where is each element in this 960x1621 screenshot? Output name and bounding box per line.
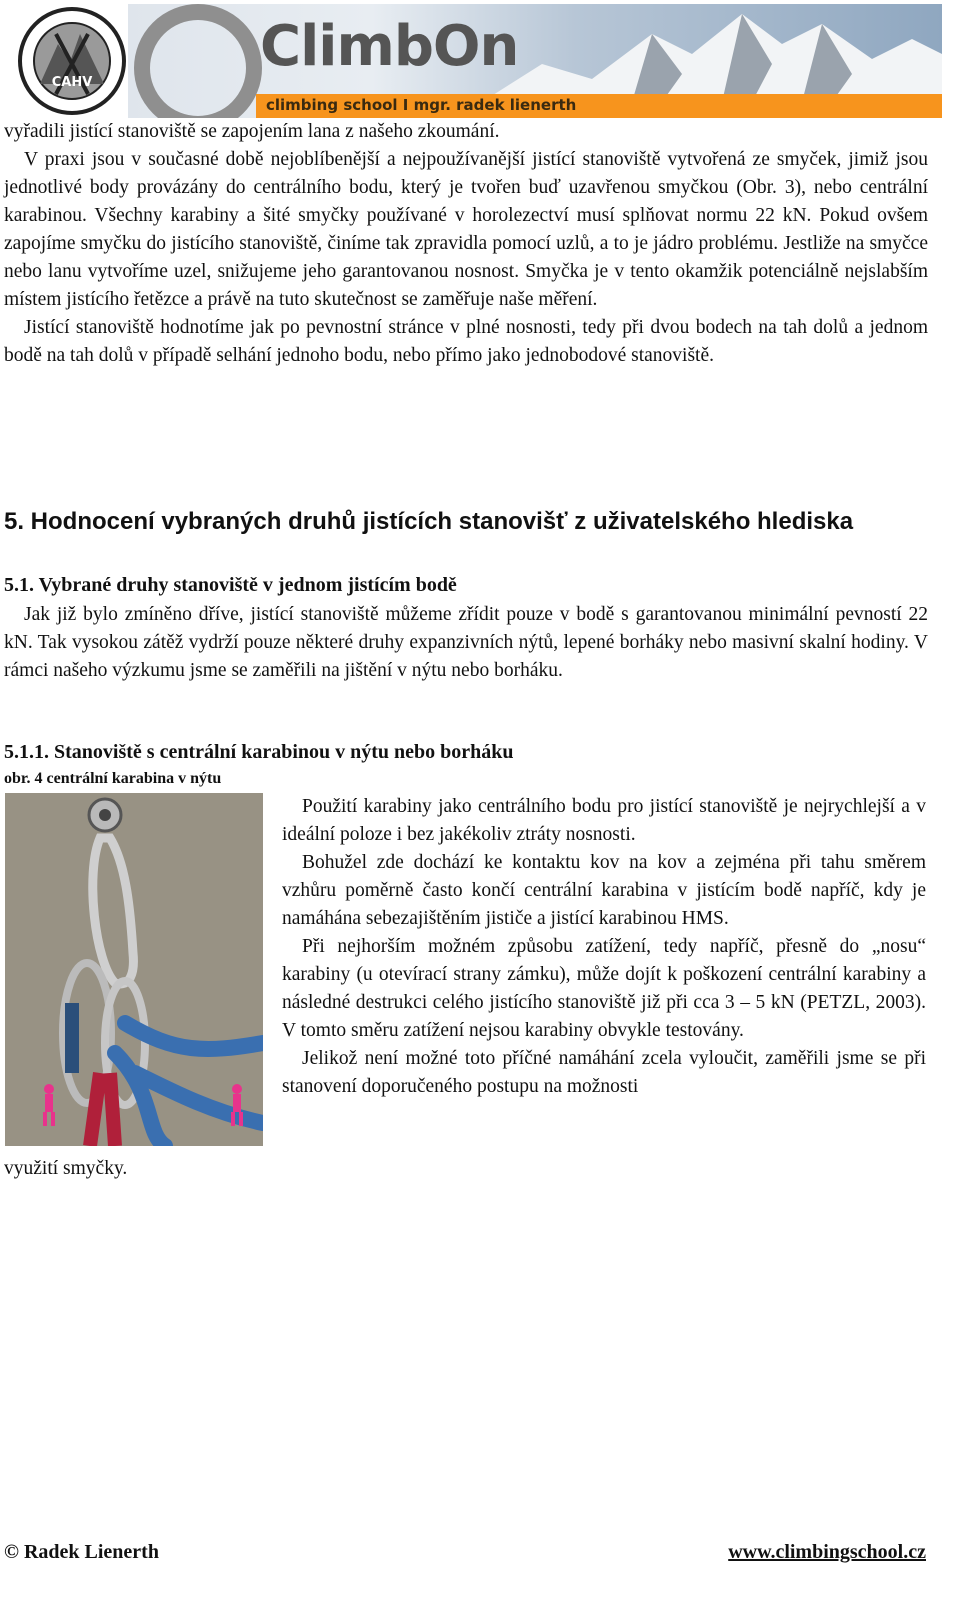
subsection-text bbox=[4, 601, 928, 685]
page-header bbox=[0, 0, 960, 122]
paragraph: Jistící stanoviště hodnotíme jak po pevnostní stránce v plné nosnosti, tedy při dvou bodech na tah dolů a jednom bodě na tah dolů v případě selhání jednoho bodu, nebo přímo jako jednobodové stanoviště. bbox=[4, 317, 928, 366]
subsubsection-heading: 5.1.1. Stanoviště s centrální karabinou v nýtu nebo borháku bbox=[4, 741, 514, 763]
figure-side-text bbox=[282, 793, 926, 1101]
paragraph: V praxi jsou v současné době nejoblíbenější a nejpoužívanější jistící stanoviště vytvořená ze smyček, jimiž jsou jednotlivé body provázány do centrálního bodu, který je tvořen buď uzavřenou smyčkou (Obr. 3), nebo centrální karabinou. Všechny karabiny a šité smyčky používané v horolezectví musí splňovat normu 22 kN. Pokud ovšem zapojíme smyčku do jistícího stanoviště, činíme tak zpravidla pomocí uzlů, a to je jádro problému. Jestliže na smyčce nebo lanu vytvoříme uzel, snižujeme jeho garantovanou nosnost. Smyčka je v tento okamžik potenciálně nejslabším místem jistícího řetězce a právě na tuto skutečnost se zaměřuje naše měření. bbox=[4, 149, 928, 310]
climbon-banner bbox=[128, 4, 942, 118]
paragraph: Při nejhorším možném způsobu zatížení, tedy napříč, přesně do „nosu“ karabiny (u otevírací strany zámku), může dojít k poškození centrální karabiny a následné destrukci celého jistícího stanoviště již při cca 3 – 5 kN (PETZL, 2003). V tomto směru zatížení nejsou karabiny obvykle testovány. bbox=[282, 936, 926, 1041]
paragraph: Bohužel zde dochází ke kontaktu kov na kov a zejména při tahu směrem vzhůru poměrně často končí centrální karabina v jistícím bodě napříč, kdy je namáhána sebezajištěním jističe a jistící karabinou HMS. bbox=[282, 852, 926, 929]
intro-text bbox=[4, 118, 928, 370]
paragraph-continuation: využití smyčky. bbox=[4, 1158, 128, 1179]
paragraph: vyřadili jistící stanoviště se zapojením lana z našeho zkoumání. bbox=[4, 121, 500, 142]
svg-text:CAHV: CAHV bbox=[51, 75, 93, 90]
mountains-image bbox=[482, 4, 942, 102]
tagline-strip bbox=[256, 94, 942, 118]
figure-caption: obr. 4 centrální karabina v nýtu bbox=[4, 770, 222, 787]
logo-ring-icon bbox=[134, 4, 262, 118]
footer-author: © Radek Lienerth bbox=[4, 1541, 159, 1563]
footer-website-link[interactable]: www.climbingschool.cz bbox=[728, 1541, 926, 1563]
tagline: climbing school I mgr. radek lienerth bbox=[266, 96, 577, 114]
club-emblem-logo bbox=[18, 4, 126, 118]
carabiner-photo bbox=[5, 793, 263, 1146]
brand-name: ClimbOn bbox=[260, 14, 519, 79]
subsection-heading: 5.1. Vybrané druhy stanoviště v jednom jistícím bodě bbox=[4, 574, 457, 596]
paragraph: Použití karabiny jako centrálního bodu pro jistící stanoviště je nejrychlejší a v ideální poloze i bez jakékoliv ztráty nosnosti. bbox=[282, 796, 926, 845]
paragraph: Jak již bylo zmíněno dříve, jistící stanoviště můžeme zřídit pouze v bodě s garantovanou minimální pevností 22 kN. Tak vysokou zátěž vydrží pouze některé druhy expanzivních nýtů, lepené borháky nebo masivní skalní hodiny. V rámci našeho výzkumu jsme se zaměřili na jištění v nýtu nebo borháku. bbox=[4, 604, 928, 681]
section-heading: 5. Hodnocení vybraných druhů jistících stanovišť z uživatelského hlediska bbox=[4, 508, 854, 535]
paragraph: Jelikož není možné toto příčné namáhání zcela vyloučit, zaměřili jsme se při stanovení doporučeného postupu na možnosti bbox=[282, 1048, 926, 1097]
